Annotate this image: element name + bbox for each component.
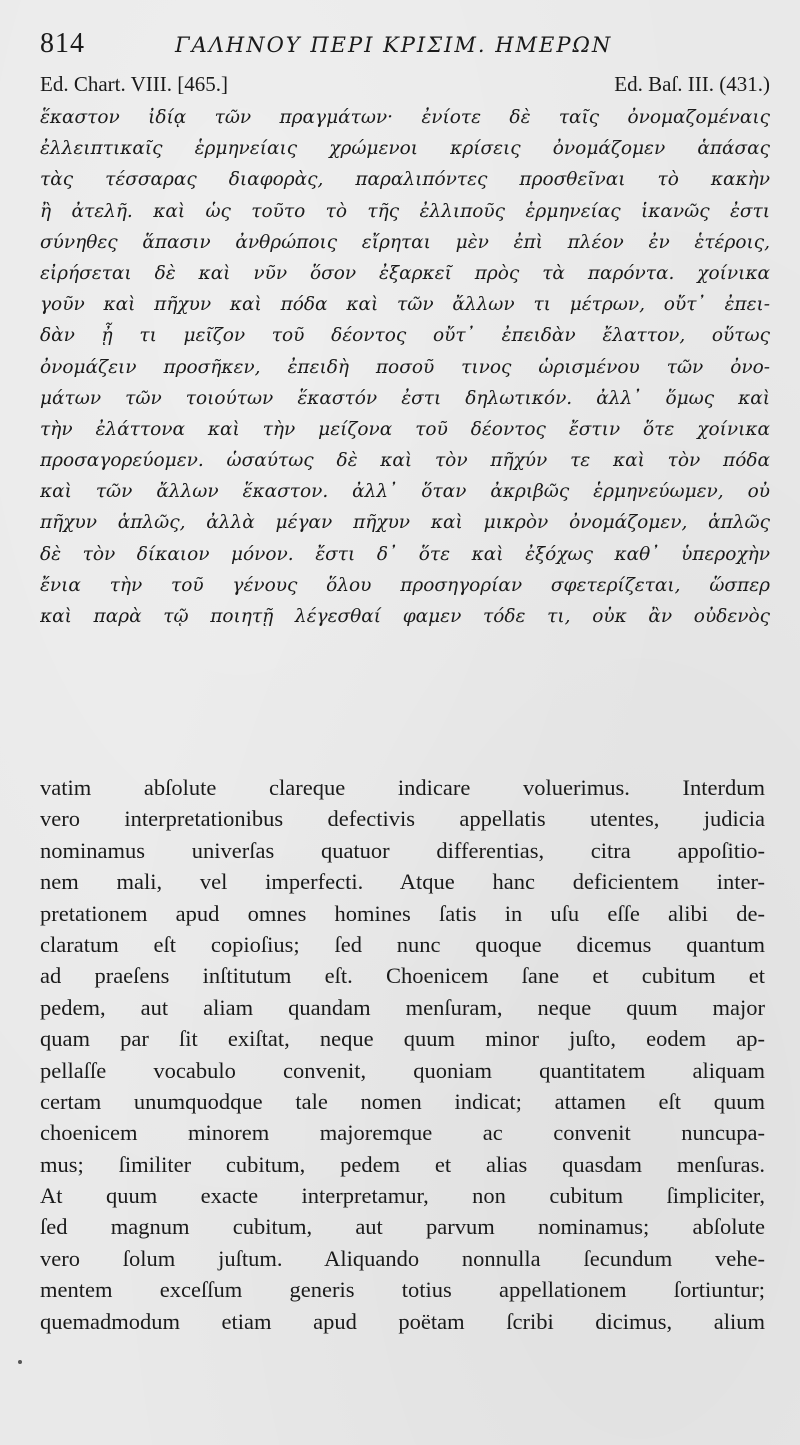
latin-line: vero interpretationibus defectivis appellatis utentes, judicia	[40, 806, 765, 832]
latin-line: vatim abſolute clareque indicare voluerimus. Interdum	[40, 775, 765, 800]
greek-line: δὰν ᾖ τι μεῖζον τοῦ δέοντος οὔτ᾽ ἐπειδὰν ἔλαττον, οὕτως	[40, 325, 770, 347]
running-title: ΓΑΛΗΝΟΥ ΠΕΡΙ ΚΡΙΣΙΜ. ΗΜΕΡΩΝ	[175, 33, 613, 57]
latin-line: mus; ſimiliter cubitum, pedem et alias quasdam menſuras.	[40, 1151, 765, 1177]
greek-line: ἕκαστον ἰδίᾳ τῶν πραγμάτων· ἐνίοτε δὲ ταῖς ὀνομαζομέναις	[40, 107, 770, 128]
greek-line: τὴν ἐλάττονα καὶ τὴν μείζονα τοῦ δέοντος ἔστιν ὅτε χοίνικα	[40, 418, 770, 440]
latin-line: certam unumquodque tale nomen indicat; attamen eſt quum	[40, 1088, 765, 1114]
latin-line: pellaſſe vocabulo convenit, quoniam quantitatem aliquam	[40, 1057, 765, 1083]
greek-line: καὶ τῶν ἄλλων ἕκαστον. ἀλλ᾽ ὅταν ἀκριβῶς ἑρμηνεύωμεν, οὐ	[40, 481, 770, 503]
greek-line: ἔνια τὴν τοῦ γένους ὅλου προσηγορίαν σφετερίζεται, ὥσπερ	[40, 574, 770, 596]
latin-line: vero ſolum juſtum. Aliquando nonnulla ſecundum vehe-	[40, 1245, 765, 1271]
latin-line: ad praeſens inſtitutum eſt. Choenicem ſane et cubitum et	[40, 963, 765, 989]
edition-references	[40, 70, 770, 98]
latin-line: quemadmodum etiam apud poëtam ſcribi dicimus, alium	[40, 1308, 765, 1334]
greek-text-block	[40, 102, 770, 632]
greek-line: ἢ ἀτελῆ. καὶ ὡς τοῦτο τὸ τῆς ἐλλιποῦς ἑρμηνείας ἱκανῶς ἐστι	[40, 200, 770, 222]
latin-line: claratum eſt copioſius; ſed nunc quoque dicemus quantum	[40, 931, 765, 957]
edition-basel-reference: Ed. Baſ. III. (431.)	[614, 72, 770, 96]
show-through-text	[130, 706, 790, 732]
margin-mark	[18, 1360, 22, 1364]
edition-chartier-reference: Ed. Chart. VIII. [465.]	[40, 72, 228, 96]
latin-line: nem mali, vel imperfecti. Atque hanc deficientem inter-	[40, 869, 765, 895]
greek-line: προσαγορεύομεν. ὡσαύτως δὲ καὶ τὸν πῆχύν τε καὶ τὸν πόδα	[40, 450, 770, 472]
page-number: 814	[40, 28, 85, 59]
greek-line: γοῦν καὶ πῆχυν καὶ πόδα καὶ τῶν ἄλλων τι μέτρων, οὔτ᾽ ἐπει-	[40, 294, 770, 316]
greek-line: μάτων τῶν τοιούτων ἕκαστόν ἐστι δηλωτικόν. ἀλλ᾽ ὅμως καὶ	[40, 387, 770, 409]
latin-line: nominamus univerſas quatuor differentias, citra appoſitio-	[40, 837, 765, 863]
greek-line: τὰς τέσσαρας διαφορὰς, παραλιπόντες προσθεῖναι τὸ κακὴν	[40, 169, 770, 191]
latin-line: choenicem minorem majoremque ac convenit nuncupa-	[40, 1120, 765, 1146]
latin-line: ſed magnum cubitum, aut parvum nominamus; abſolute	[40, 1214, 765, 1240]
running-head	[40, 26, 780, 62]
latin-line: quam par ſit exiſtat, neque quum minor juſto, eodem ap-	[40, 1026, 765, 1052]
greek-line: σύνηθες ἅπασιν ἀνθρώποις εἴρηται μὲν ἐπὶ πλέον ἐν ἑτέροις,	[40, 231, 770, 253]
greek-line: ὀνομάζειν προσῆκεν, ἐπειδὴ ποσοῦ τινος ὡρισμένου τῶν ὀνο-	[40, 356, 770, 378]
latin-line: mentem exceſſum generis totius appellationem ſortiuntur;	[40, 1277, 765, 1303]
latin-text-block	[40, 772, 765, 1337]
greek-line: καὶ παρὰ τῷ ποιητῇ λέγεσθαί φαμεν τόδε τι, οὐκ ἂν οὐδενὸς	[40, 606, 770, 627]
latin-line: pedem, aut aliam quandam menſuram, neque quum major	[40, 994, 765, 1020]
greek-line: δὲ τὸν δίκαιον μόνον. ἔστι δ᾽ ὅτε καὶ ἐξόχως καθ᾽ ὑπεροχὴν	[40, 543, 770, 565]
greek-line: ἐλλειπτικαῖς ἑρμηνείαις χρώμενοι κρίσεις ὀνομάζομεν ἁπάσας	[40, 138, 770, 160]
greek-line: εἰρήσεται δὲ καὶ νῦν ὅσον ἐξαρκεῖ πρὸς τὰ παρόντα. χοίνικα	[40, 262, 770, 284]
latin-line: At quum exacte interpretamur, non cubitum ſimpliciter,	[40, 1183, 765, 1209]
greek-line: πῆχυν ἁπλῶς, ἀλλὰ μέγαν πῆχυν καὶ μικρὸν ὀνομάζομεν, ἁπλῶς	[40, 512, 770, 534]
latin-line: pretationem apud omnes homines ſatis in uſu eſſe alibi de-	[40, 900, 765, 926]
